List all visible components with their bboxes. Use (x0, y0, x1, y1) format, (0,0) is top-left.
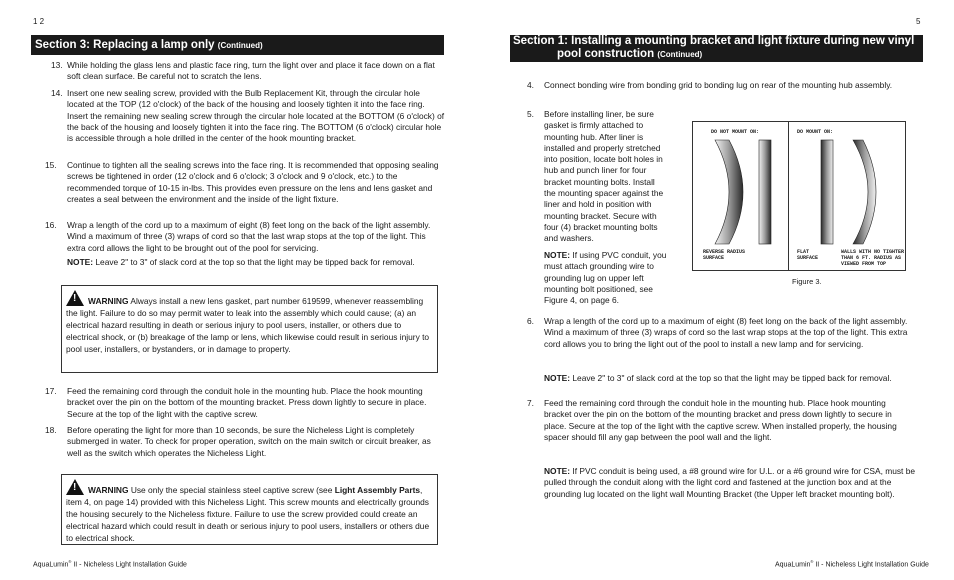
step-text: While holding the glass lens and plastic face ring, turn the light over and place it face down on a flat soft clean surface. Be careful not to scratch the lens. (67, 60, 435, 82)
footer-brand: AquaLumin (33, 561, 69, 569)
warning-text: Always install a new lens gasket, part number 619599, whenever reassembling the light. Failure to do so may permit water to leak into the assembly which could cause; (a) an electrical hazard resulting in death or serious injury to pool users, installer, or others due to electrical shock, or (b) breakage of the lamp or lens, which likewise could result in serious injury to pool user, installers, or bystanders, or in damage to property. (66, 296, 430, 354)
note-label: NOTE: (544, 466, 571, 476)
reverse-radius-wall (715, 140, 743, 244)
note-step-7 (544, 466, 924, 500)
warning-reference: Light Assembly Parts (334, 485, 421, 495)
step-text: Before operating the light for more than 10 seconds, be sure the Nicheless Light is completely submerged in water. To check for proper operation, switch on the main switch or circuit breaker, as well as the switch which operates the Nicheless Light. (67, 425, 431, 458)
step-number: 4. (527, 80, 534, 90)
warning-box-gasket (61, 285, 438, 373)
step-text: Wrap a length of the cord up to a maximum of eight (8) feet long on the back of the light assembly. Wind a maximum of three (3) wraps of cord so the last wrap stops at the top of the light. This extra cord allows you to bring the light out of the pool to install a new lamp and for servicing. (544, 316, 908, 349)
step-number: 6. (527, 316, 534, 326)
section-1-title-line1: Section 1: Installing a mounting bracket and light fixture during new vinyl (513, 35, 915, 47)
note-text: If PVC conduit is being used, a #8 ground wire for U.L. or a #6 ground wire for CSA, must be pulled through the conduit along with the light cord and fastened at the junction box and at the grounding lug located on the light wall Mounting Bracket (the Upper left bracket mounting bolt). (544, 466, 916, 499)
step-line: four (4) bracket mounting bolts (544, 221, 658, 232)
step-number: 18. (45, 425, 57, 435)
step-line: the mounting spacer against the (544, 188, 664, 199)
warning-text-continued: , item 4, on page 14) provided with this Nicheless Light. This screw mounts and electrically grounds the housing securely to the Nicheless fixture. Failure to use the screw provided could create an electrical hazard which could result in death or serious injury to pool users, installers or others due to electrical shock. (66, 485, 430, 543)
section-3-heading (31, 35, 444, 55)
flat-wall (759, 140, 771, 244)
step-text: Feed the remaining cord through the conduit hole in the mounting hub. Place the hook mounting bracket over the pin on the bottom of the mounting bracket. Press down lightly to secure in place. Secure at the top of the light with the captive screw. (67, 386, 427, 419)
note-line: Figure 4, on page 6. (544, 295, 619, 306)
footer-title: II - Nicheless Light Installation Guide (73, 561, 187, 569)
section-1-continued: (Continued) (657, 50, 703, 59)
warning-triangle-icon: ! (66, 479, 84, 495)
figure-3-caption: Figure 3. (792, 277, 822, 286)
footer-title: II - Nicheless Light Installation Guide (815, 561, 929, 569)
step-number: 5. (527, 109, 534, 119)
step-line: hub and punch liner for four (544, 165, 647, 176)
step-line: Before installing liner, be sure (544, 109, 654, 119)
step-line: and washers. (544, 233, 594, 244)
warning-text: Use only the special stainless steel captive screw (see (130, 485, 333, 495)
warning-label: WARNING (88, 296, 129, 306)
footer-registered: ® (68, 559, 72, 564)
warning-label: WARNING (88, 485, 129, 495)
step-line: gasket is firmly attached to (544, 120, 644, 131)
footer-brand: AquaLumin (775, 561, 811, 569)
step-line: mounting bracket. Secure with (544, 210, 657, 221)
step-text (544, 109, 694, 245)
step-line: mounting hub. After liner is (544, 131, 644, 142)
step-number: 13. (51, 60, 63, 70)
note-step-5 (544, 250, 694, 306)
page-number-right: 5 (916, 17, 921, 26)
figure-wall-shapes (693, 122, 905, 270)
warning-box-captive-screw (61, 474, 438, 545)
note-line: must attach grounding wire to (544, 261, 654, 272)
footer-registered: ® (810, 559, 814, 564)
section-3-title: Section 3: Replacing a lamp only (35, 39, 215, 51)
figure-title-do-mount: DO MOUNT ON: (797, 129, 834, 135)
step-number: 17. (45, 386, 57, 396)
note-text: Leave 2" to 3" of slack cord at the top so that the light may be tipped back for removal. (95, 257, 415, 267)
note-line: mounting bolt positioned, see (544, 283, 653, 294)
section-1-heading (510, 35, 923, 62)
step-text: Insert one new sealing screw, provided with the Bulb Replacement Kit, through the circular hole located at the TOP (12 o'clock) of the back of the housing and loosely tighten it into the face ring. Insert the remaining new sealing screw through the circular hole located at the BOTTOM (6 o'clock) of the back of the housing and loosely tighten it into the face ring. The BOTTOM (6 o'clock) circular hole is accessible through a hole drilled in the center of the hook mounting bracket. (67, 88, 445, 144)
curved-wall (853, 140, 876, 244)
step-number: 16. (45, 220, 57, 230)
note-label: NOTE: (544, 373, 571, 383)
flat-wall-right (821, 140, 833, 244)
note-label: NOTE: (67, 257, 94, 267)
caption-flat-surface: FLAT SURFACE (797, 249, 819, 261)
step-number: 7. (527, 398, 534, 408)
figure-title-do-not-mount: DO NOT MOUNT ON: (711, 129, 760, 135)
caption-reverse-radius: REVERSE RADIUS SURFACE (703, 249, 746, 261)
note-step-6 (544, 373, 918, 384)
figure-3-mounting-surfaces (692, 121, 906, 271)
section-3-continued: (Continued) (217, 41, 263, 50)
footer-right (775, 559, 929, 568)
step-text: Wrap a length of the cord up to a maximum of eight (8) feet long on the back of the light assembly. Wind a maximum of three (3) wraps of cord so that the last wrap stops at the top of the light. This extra cord allows the light to be brought out of the pool for servicing. (67, 220, 431, 253)
note-label: NOTE: (544, 250, 571, 260)
note-line: grounding lug on upper left (544, 272, 644, 283)
caption-walls-radius: WALLS WITH NO TIGHTER THAN 6 FT. RADIUS AS VIEWED FROM TOP (841, 249, 905, 267)
note-step-16 (67, 257, 445, 268)
note-line: If using PVC conduit, you (572, 250, 667, 260)
step-number: 14. (51, 88, 63, 98)
note-text: Leave 2" to 3" of slack cord at the top so that the light may be tipped back for removal. (572, 373, 892, 383)
section-1-title-line2: pool construction (557, 48, 655, 60)
step-line: installed and properly stretched (544, 142, 661, 153)
step-line: liner and hold in position with (544, 199, 652, 210)
page-number-left: 1 2 (33, 17, 45, 26)
step-text: Continue to tighten all the sealing screws into the face ring. It is recommended that opposing sealing screws be tightened in order (12 o'clock and 6 o'clock; 3 o'clock and 9 o'clock, etc.) to the recommended torque of 10-15 in-lbs. This provides even pressure on the lens and lens gasket and creates a seal between the environment and the inside of the light fixture. (67, 160, 439, 204)
step-text: Feed the remaining cord through the conduit hole in the mounting hub. Place hook mounting bracket over the pin on the bottom of the mounting bracket and press down lightly to secure in place. Secure at the top of the light with the captive screw. When installed properly, the housing spacer should fill any gap between the pool wall and the light. (544, 398, 897, 442)
footer-left (33, 559, 187, 568)
warning-triangle-icon: ! (66, 290, 84, 306)
step-text: Connect bonding wire from bonding grid to bonding lug on rear of the mounting hub assembly. (544, 80, 893, 90)
step-line: bracket mounting bolts. Install (544, 176, 655, 187)
step-line: into position, locate bolt holes in (544, 154, 663, 165)
step-number: 15. (45, 160, 57, 170)
